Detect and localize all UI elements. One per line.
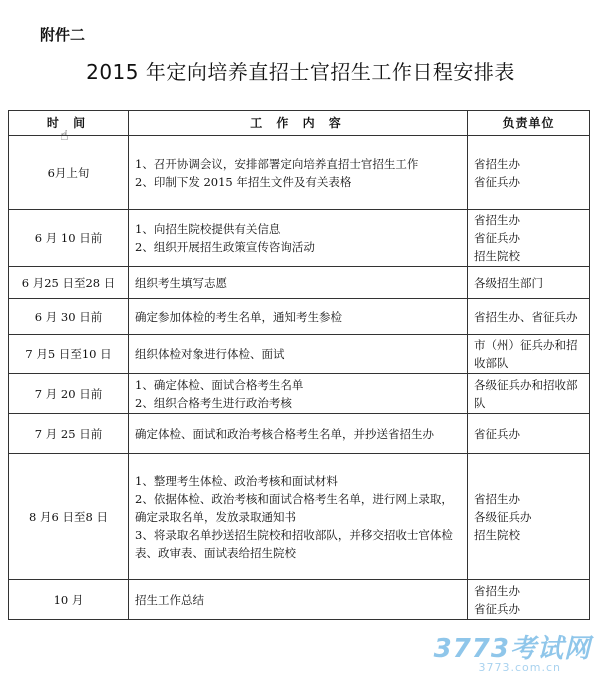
table-row xyxy=(9,136,590,210)
content-cell xyxy=(129,335,468,374)
content-line: 1、召开协调会议，安排部署定向培养直招士官招生工作 xyxy=(135,156,419,171)
table-row xyxy=(9,454,590,580)
time-cell: 6 月 30 日前 xyxy=(9,299,129,335)
unit-line: 市（州）征兵办和招收部队 xyxy=(474,338,578,370)
attachment-label: 附件二 xyxy=(40,26,86,44)
unit-line: 各级招生部门 xyxy=(474,275,543,290)
content-cell xyxy=(129,580,468,620)
unit-line: 招生院校 xyxy=(474,249,520,263)
unit-cell xyxy=(468,210,590,267)
time-cell: 8 月6 日至8 日 xyxy=(9,454,129,580)
unit-cell xyxy=(468,299,590,335)
unit-line: 招生院校 xyxy=(474,527,520,542)
unit-line: 省征兵办 xyxy=(474,174,520,189)
unit-line: 省招生办 xyxy=(474,213,520,227)
unit-cell xyxy=(468,267,590,299)
unit-cell xyxy=(468,374,590,414)
content-cell xyxy=(129,136,468,210)
column-header-time: 时 间 xyxy=(9,111,129,136)
unit-line: 省招生办、省征兵办 xyxy=(474,309,578,324)
content-line: 1、整理考生体检、政治考核和面试材料 xyxy=(135,473,338,488)
time-cell: 7 月5 日至10 日 xyxy=(9,335,129,374)
content-line: 2、依据体检、政治考核和面试合格考生名单，进行网上录取，确定录取名单，发放录取通知书 xyxy=(135,491,453,524)
time-cell: 6月上旬 xyxy=(9,136,129,210)
table-row xyxy=(9,267,590,299)
content-line: 招生工作总结 xyxy=(135,592,204,607)
content-line: 1、向招生院校提供有关信息 xyxy=(135,222,281,236)
content-line: 确定参加体检的考生名单，通知考生参检 xyxy=(135,309,342,324)
table-row xyxy=(9,580,590,620)
time-cell: 7 月 20 日前 xyxy=(9,374,129,414)
unit-line: 省征兵办 xyxy=(474,231,520,245)
unit-line: 省招生办 xyxy=(474,583,520,598)
watermark-brand: 3773考试网 xyxy=(433,634,591,664)
schedule-table xyxy=(8,110,590,620)
unit-line: 各级征兵办 xyxy=(474,509,532,524)
content-line: 2、组织合格考生进行政治考核 xyxy=(135,395,292,410)
content-line: 3、将录取名单抄送招生院校和招收部队，并移交招收士官体检表、政审表、面试表给招生院校 xyxy=(135,527,453,560)
table-row xyxy=(9,335,590,374)
document-title: 2015 年定向培养直招士官招生工作日程安排表 xyxy=(86,60,515,84)
content-line: 2、印制下发 2015 年招生文件及有关表格 xyxy=(135,174,352,189)
unit-cell xyxy=(468,136,590,210)
column-header-unit: 负责单位 xyxy=(468,111,590,136)
content-cell xyxy=(129,414,468,454)
content-line: 1、确定体检、面试合格考生名单 xyxy=(135,377,304,392)
unit-line: 省招生办 xyxy=(474,156,520,171)
unit-cell xyxy=(468,580,590,620)
table-row xyxy=(9,414,590,454)
content-cell xyxy=(129,454,468,580)
content-line: 确定体检、面试和政治考核合格考生名单，并抄送省招生办 xyxy=(135,426,434,441)
time-cell: 7 月 25 日前 xyxy=(9,414,129,454)
unit-line: 各级征兵办和招收部队 xyxy=(474,377,578,410)
unit-line: 省征兵办 xyxy=(474,601,520,616)
unit-line: 省征兵办 xyxy=(474,426,520,441)
column-header-content: 工 作 内 容 xyxy=(129,111,468,136)
unit-line: 省招生办 xyxy=(474,491,520,506)
content-line: 2、组织开展招生政策宣传咨询活动 xyxy=(135,240,315,254)
content-line: 组织体检对象进行体检、面试 xyxy=(135,347,285,361)
content-cell xyxy=(129,210,468,267)
content-cell xyxy=(129,299,468,335)
table-header-row xyxy=(9,111,590,136)
unit-cell xyxy=(468,454,590,580)
content-line: 组织考生填写志愿 xyxy=(135,275,227,290)
unit-cell xyxy=(468,335,590,374)
watermark-url: 3773.com.cn xyxy=(478,661,561,674)
time-cell: 6 月 10 日前 xyxy=(9,210,129,267)
table-row xyxy=(9,210,590,267)
time-cell: 6 月25 日至28 日 xyxy=(9,267,129,299)
content-cell xyxy=(129,267,468,299)
hand-cursor-icon: ☝ xyxy=(60,128,69,144)
watermark xyxy=(434,628,591,674)
content-cell xyxy=(129,374,468,414)
table-row xyxy=(9,299,590,335)
unit-cell xyxy=(468,414,590,454)
table-row xyxy=(9,374,590,414)
time-cell: 10 月 xyxy=(9,580,129,620)
